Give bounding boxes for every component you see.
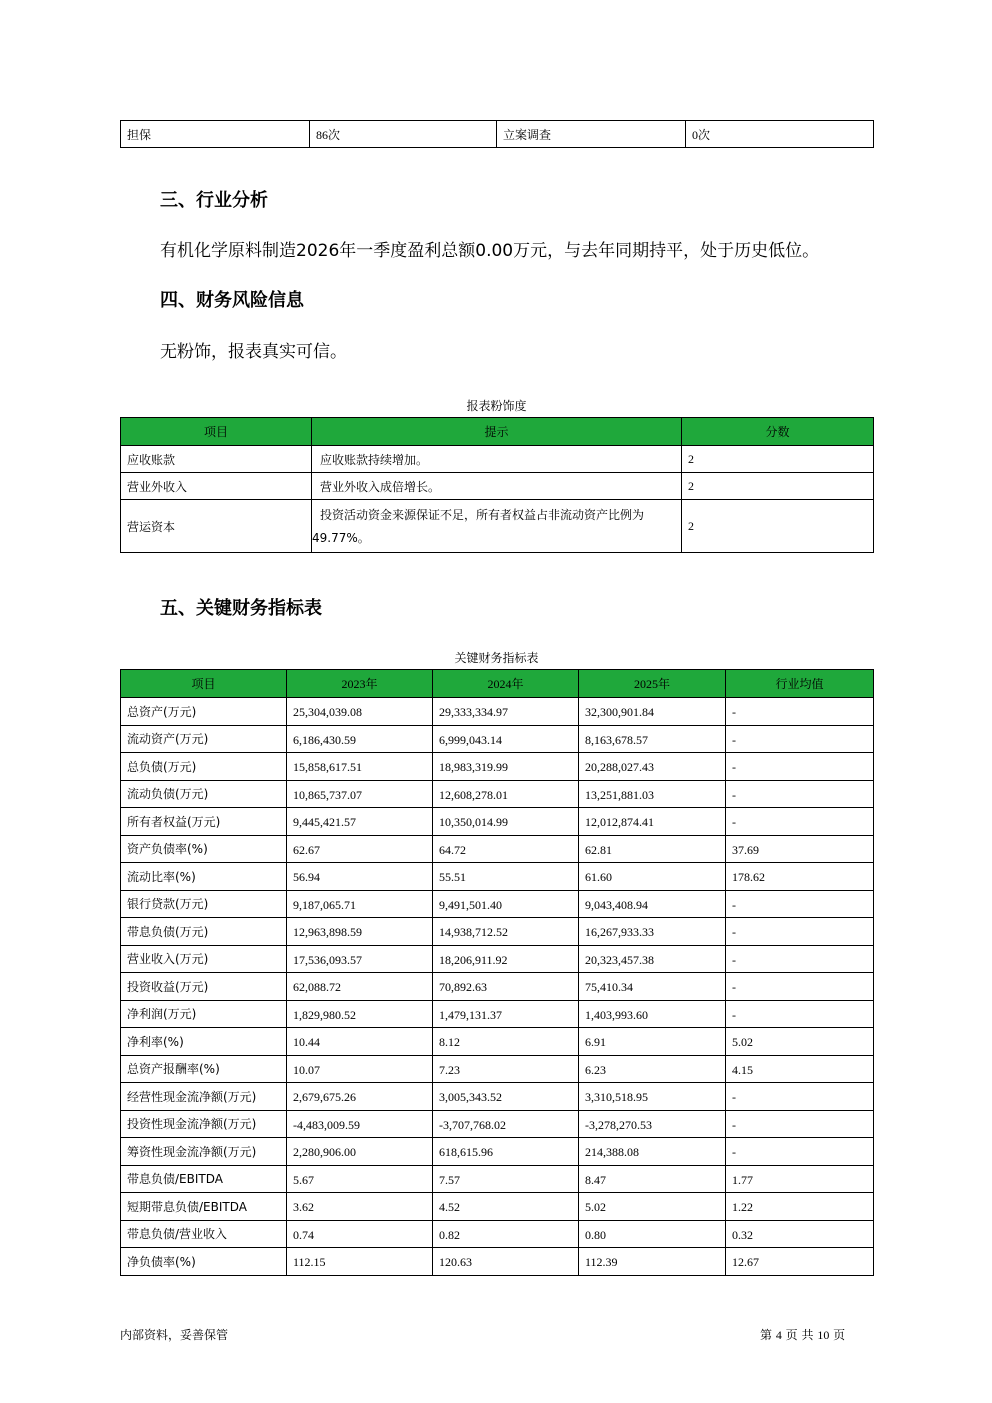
table-row <box>121 121 874 148</box>
metric-value-cell: 32,300,901.84 <box>579 698 726 726</box>
table-row <box>121 473 874 500</box>
page-current: 4 <box>775 1328 782 1342</box>
metric-label-cell: 筹资性现金流净额(万元) <box>121 1138 287 1166</box>
metric-label-cell: 流动负债(万元) <box>121 780 287 808</box>
table-row <box>121 1248 874 1276</box>
metric-value-cell: 20,288,027.43 <box>579 753 726 781</box>
metric-value-cell: 55.51 <box>433 863 579 891</box>
metric-value-cell: 20,323,457.38 <box>579 945 726 973</box>
metric-value-cell: 112.15 <box>287 1248 433 1276</box>
metric-value-cell: 15,858,617.51 <box>287 753 433 781</box>
metric-value-cell: 0.82 <box>433 1220 579 1248</box>
page-prefix: 第 <box>760 1328 773 1342</box>
metric-label-cell: 流动比率(%) <box>121 863 287 891</box>
footer-page-number <box>760 1326 845 1343</box>
metric-value-cell: - <box>726 753 874 781</box>
score-cell: 2 <box>682 446 874 473</box>
metric-value-cell: 56.94 <box>287 863 433 891</box>
metric-value-cell: 120.63 <box>433 1248 579 1276</box>
metric-value-cell: 1.77 <box>726 1165 874 1193</box>
tip-cell: 投资活动资金来源保证不足，所有者权益占非流动资产比例为49.77%。 <box>312 500 682 553</box>
whitewash-table-caption: 报表粉饰度 <box>466 399 527 413</box>
section-heading-risk: 四、财务风险信息 <box>160 290 304 311</box>
item-cell: 营业外收入 <box>121 473 312 500</box>
metric-value-cell: 5.67 <box>287 1165 433 1193</box>
metric-value-cell: 7.23 <box>433 1055 579 1083</box>
table-cell: 担保 <box>121 121 310 148</box>
column-header: 分数 <box>682 418 874 446</box>
metric-value-cell: - <box>726 973 874 1001</box>
metric-value-cell: - <box>726 725 874 753</box>
metric-value-cell: 7.57 <box>433 1165 579 1193</box>
table-row <box>121 1220 874 1248</box>
table-row <box>121 1000 874 1028</box>
table-row <box>121 835 874 863</box>
page-total: 10 <box>817 1328 830 1342</box>
metric-value-cell: 9,187,065.71 <box>287 890 433 918</box>
metric-label-cell: 带息负债/EBITDA <box>121 1165 287 1193</box>
metric-label-cell: 带息负债(万元) <box>121 918 287 946</box>
metric-value-cell: 10.44 <box>287 1028 433 1056</box>
metric-value-cell: 3,310,518.95 <box>579 1083 726 1111</box>
metric-value-cell: - <box>726 808 874 836</box>
table-row <box>121 1083 874 1111</box>
metric-value-cell: 6,186,430.59 <box>287 725 433 753</box>
metric-value-cell: 0.32 <box>726 1220 874 1248</box>
metric-value-cell: 9,445,421.57 <box>287 808 433 836</box>
metric-label-cell: 净负债率(%) <box>121 1248 287 1276</box>
column-header: 2024年 <box>433 670 579 698</box>
column-header: 2025年 <box>579 670 726 698</box>
table-row <box>121 446 874 473</box>
kpi-table <box>120 669 874 1276</box>
metric-value-cell: - <box>726 1000 874 1028</box>
metric-label-cell: 投资性现金流净额(万元) <box>121 1110 287 1138</box>
metric-label-cell: 净利率(%) <box>121 1028 287 1056</box>
metric-label-cell: 银行贷款(万元) <box>121 890 287 918</box>
metric-value-cell: 37.69 <box>726 835 874 863</box>
metric-value-cell: 1,829,980.52 <box>287 1000 433 1028</box>
metric-value-cell: 25,304,039.08 <box>287 698 433 726</box>
table-row <box>121 1165 874 1193</box>
metric-value-cell: 10,350,014.99 <box>433 808 579 836</box>
metric-label-cell: 带息负债/营业收入 <box>121 1220 287 1248</box>
metric-value-cell: 62.81 <box>579 835 726 863</box>
metric-value-cell: 12,608,278.01 <box>433 780 579 808</box>
metric-value-cell: 16,267,933.33 <box>579 918 726 946</box>
metric-value-cell: 1.22 <box>726 1193 874 1221</box>
metric-value-cell: 12,963,898.59 <box>287 918 433 946</box>
table-row <box>121 753 874 781</box>
table-cell: 0次 <box>686 121 874 148</box>
table-row <box>121 945 874 973</box>
metric-value-cell: 4.52 <box>433 1193 579 1221</box>
metric-value-cell: -3,707,768.02 <box>433 1110 579 1138</box>
metric-value-cell: 0.80 <box>579 1220 726 1248</box>
metric-value-cell: 29,333,334.97 <box>433 698 579 726</box>
tip-cell: 应收账款持续增加。 <box>312 446 682 473</box>
column-header: 项目 <box>121 670 287 698</box>
metric-value-cell: 8.47 <box>579 1165 726 1193</box>
metric-value-cell: 0.74 <box>287 1220 433 1248</box>
metric-value-cell: 4.15 <box>726 1055 874 1083</box>
metric-value-cell: 178.62 <box>726 863 874 891</box>
metric-value-cell: 6.91 <box>579 1028 726 1056</box>
metric-value-cell: - <box>726 1083 874 1111</box>
metric-value-cell: 8,163,678.57 <box>579 725 726 753</box>
page-mid: 页 共 <box>785 1328 814 1342</box>
metric-value-cell: 2,679,675.26 <box>287 1083 433 1111</box>
table-row <box>121 1138 874 1166</box>
table-row <box>121 1028 874 1056</box>
metric-value-cell: 6,999,043.14 <box>433 725 579 753</box>
metric-value-cell: 14,938,712.52 <box>433 918 579 946</box>
metric-value-cell: - <box>726 1110 874 1138</box>
table-header-row <box>121 418 874 446</box>
metric-label-cell: 总资产报酬率(%) <box>121 1055 287 1083</box>
table-row <box>121 918 874 946</box>
metric-value-cell: 2,280,906.00 <box>287 1138 433 1166</box>
section-heading-industry: 三、行业分析 <box>160 190 268 211</box>
metric-value-cell: 3.62 <box>287 1193 433 1221</box>
footer-confidential: 内部资料，妥善保管 <box>120 1328 229 1342</box>
metric-value-cell: 62,088.72 <box>287 973 433 1001</box>
metric-value-cell: 112.39 <box>579 1248 726 1276</box>
whitewash-table <box>120 417 874 553</box>
metric-label-cell: 净利润(万元) <box>121 1000 287 1028</box>
metric-value-cell: 1,403,993.60 <box>579 1000 726 1028</box>
section-heading-kpi: 五、关键财务指标表 <box>160 598 322 619</box>
metric-label-cell: 总负债(万元) <box>121 753 287 781</box>
metric-value-cell: 10,865,737.07 <box>287 780 433 808</box>
score-cell: 2 <box>682 473 874 500</box>
kpi-table-caption: 关键财务指标表 <box>454 651 539 665</box>
metric-value-cell: 9,491,501.40 <box>433 890 579 918</box>
metric-value-cell: 75,410.34 <box>579 973 726 1001</box>
metric-label-cell: 短期带息负债/EBITDA <box>121 1193 287 1221</box>
item-cell: 营运资本 <box>121 500 312 553</box>
metric-value-cell: - <box>726 918 874 946</box>
metric-label-cell: 流动资产(万元) <box>121 725 287 753</box>
table-row <box>121 808 874 836</box>
metric-value-cell: 17,536,093.57 <box>287 945 433 973</box>
metric-value-cell: -3,278,270.53 <box>579 1110 726 1138</box>
column-header: 提示 <box>312 418 682 446</box>
score-cell: 2 <box>682 500 874 553</box>
metric-value-cell: 5.02 <box>726 1028 874 1056</box>
item-cell: 应收账款 <box>121 446 312 473</box>
metric-value-cell: 3,005,343.52 <box>433 1083 579 1111</box>
table-row <box>121 863 874 891</box>
table-row <box>121 725 874 753</box>
metric-label-cell: 投资收益(万元) <box>121 973 287 1001</box>
metric-value-cell: - <box>726 1138 874 1166</box>
metric-value-cell: 1,479,131.37 <box>433 1000 579 1028</box>
metric-value-cell: 214,388.08 <box>579 1138 726 1166</box>
metric-value-cell: - <box>726 890 874 918</box>
metric-value-cell: - <box>726 780 874 808</box>
metric-value-cell: 8.12 <box>433 1028 579 1056</box>
metric-value-cell: 18,206,911.92 <box>433 945 579 973</box>
risk-info-text: 无粉饰，报表真实可信。 <box>160 342 347 362</box>
metric-label-cell: 所有者权益(万元) <box>121 808 287 836</box>
risk-count-table <box>120 120 874 148</box>
metric-label-cell: 经营性现金流净额(万元) <box>121 1083 287 1111</box>
metric-value-cell: 64.72 <box>433 835 579 863</box>
metric-value-cell: 10.07 <box>287 1055 433 1083</box>
table-row <box>121 1110 874 1138</box>
metric-value-cell: 13,251,881.03 <box>579 780 726 808</box>
metric-value-cell: - <box>726 945 874 973</box>
metric-value-cell: -4,483,009.59 <box>287 1110 433 1138</box>
metric-value-cell: 618,615.96 <box>433 1138 579 1166</box>
table-row <box>121 698 874 726</box>
table-row <box>121 1055 874 1083</box>
table-row <box>121 780 874 808</box>
metric-label-cell: 总资产(万元) <box>121 698 287 726</box>
metric-value-cell: - <box>726 698 874 726</box>
metric-value-cell: 62.67 <box>287 835 433 863</box>
table-row <box>121 973 874 1001</box>
table-row <box>121 500 874 553</box>
metric-value-cell: 6.23 <box>579 1055 726 1083</box>
metric-label-cell: 营业收入(万元) <box>121 945 287 973</box>
metric-label-cell: 资产负债率(%) <box>121 835 287 863</box>
metric-value-cell: 70,892.63 <box>433 973 579 1001</box>
metric-value-cell: 18,983,319.99 <box>433 753 579 781</box>
table-header-row <box>121 670 874 698</box>
metric-value-cell: 9,043,408.94 <box>579 890 726 918</box>
column-header: 项目 <box>121 418 312 446</box>
metric-value-cell: 12,012,874.41 <box>579 808 726 836</box>
table-cell: 立案调查 <box>497 121 686 148</box>
table-cell: 86次 <box>310 121 497 148</box>
tip-cell: 营业外收入成倍增长。 <box>312 473 682 500</box>
metric-value-cell: 12.67 <box>726 1248 874 1276</box>
column-header: 2023年 <box>287 670 433 698</box>
page-suffix: 页 <box>833 1328 846 1342</box>
column-header: 行业均值 <box>726 670 874 698</box>
metric-value-cell: 5.02 <box>579 1193 726 1221</box>
table-row <box>121 890 874 918</box>
table-row <box>121 1193 874 1221</box>
industry-analysis-text: 有机化学原料制造2026年一季度盈利总额0.00万元，与去年同期持平，处于历史低位。 <box>160 241 820 261</box>
metric-value-cell: 61.60 <box>579 863 726 891</box>
